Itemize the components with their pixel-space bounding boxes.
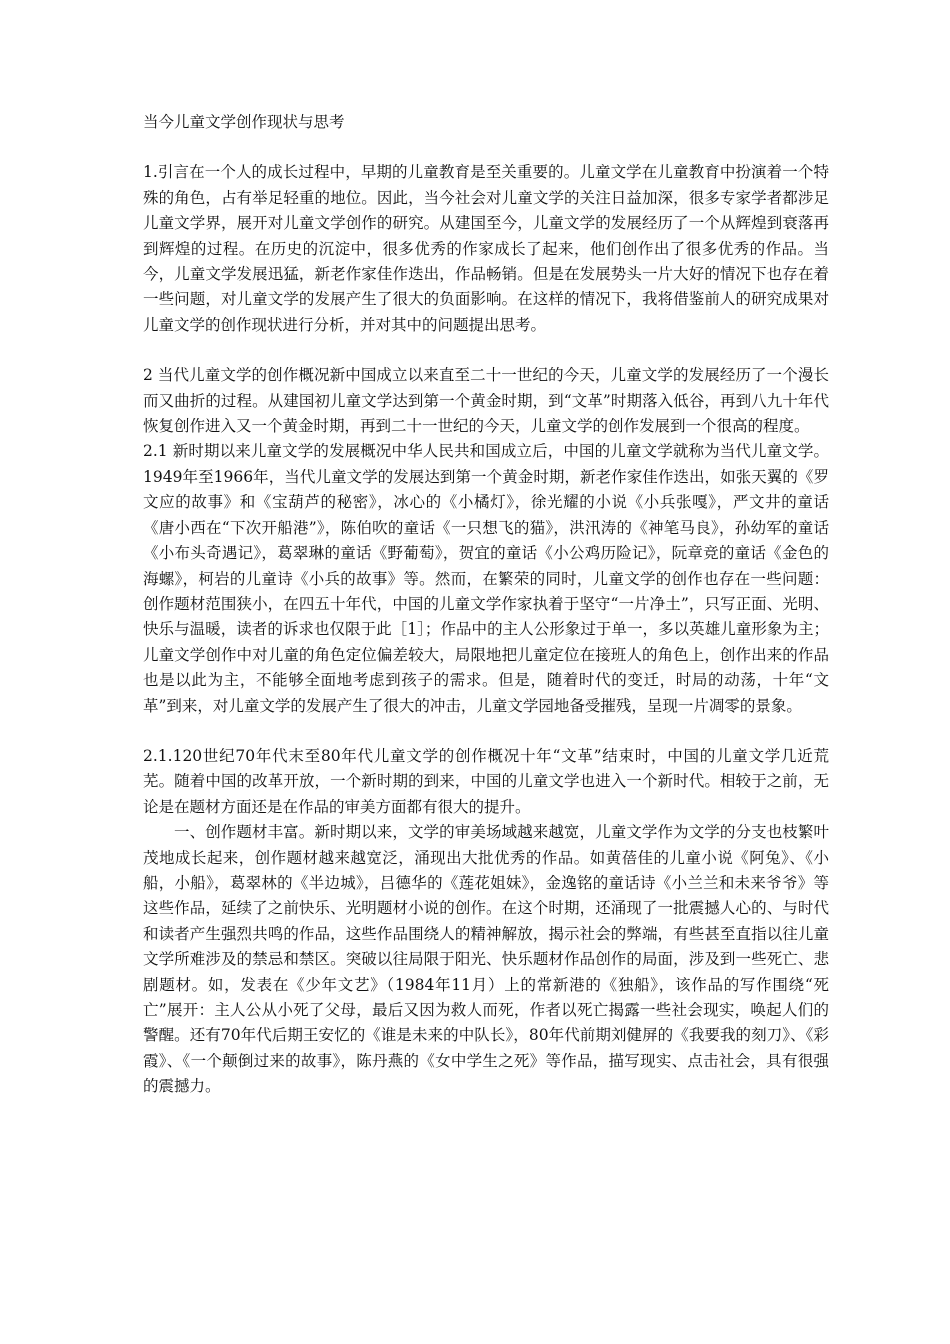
paragraph-section-2: 2 当代儿童文学的创作概况新中国成立以来直至二十一世纪的今天，儿童文学的发展经历了一个漫长而又曲折的过程。从建国初儿童文学达到第一个黄金时期，到“文革”时期落入低谷，再到八九十年代恢复创作进入又一个黄金时期，再到二十一世纪的今天，儿童文学的创作发展到一个很高的程度。 bbox=[143, 366, 829, 436]
paragraph-section-2-1: 2.1 新时期以来儿童文学的发展概况中华人民共和国成立后，中国的儿童文学就称为当代儿童文学。1949年至1966年，当代儿童文学的发展达到第一个黄金时期，新老作家佳作迭出，如张天翼的《罗文应的故事》和《宝葫芦的秘密》，冰心的《小橘灯》，徐光耀的小说《小兵张嘎》，严文井的童话《唐小西在“下次开船港”》，陈伯吹的童话《一只想飞的猫》，洪汛涛的《神笔马良》，孙幼军的童话《小布头奇遇记》，葛翠琳的童话《野葡萄》，贺宜的童话《小公鸡历险记》，阮章竞的童话《金色的海螺》，柯岩的儿童诗《小兵的故事》等。然而，在繁荣的同时，儿童文学的创作也存在一些问题：创作题材范围狭小，在四五十年代，中国的儿童文学作家执着于坚守“一片净土”，只写正面、光明、快乐与温暖，读者的诉求也仅限于此［1］；作品中的主人公形象过于单一，多以英雄儿童形象为主；儿童文学创作中对儿童的角色定位偏差较大，局限地把儿童定位在接班人的角色上，创作出来的作品也是以此为主，不能够全面地考虑到孩子的需求。但是，随着时代的变迁，时局的动荡，十年“文革”到来，对儿童文学的发展产生了很大的冲击，儿童文学园地备受摧残，呈现一片凋零的景象。 bbox=[143, 442, 829, 715]
paragraph-introduction: 1.引言在一个人的成长过程中，早期的儿童教育是至关重要的。儿童文学在儿童教育中扮演着一个特殊的角色，占有举足轻重的地位。因此，当今社会对儿童文学的关注日益加深，很多专家学者都涉足儿童文学界，展开对儿童文学创作的研究。从建国至今，儿童文学的发展经历了一个从辉煌到衰落再到辉煌的过程。在历史的沉淀中，很多优秀的作家成长了起来，他们创作出了很多优秀的作品。当今，儿童文学发展迅猛，新老作家佳作迭出，作品畅销。但是在发展势头一片大好的情况下也存在着一些问题，对儿童文学的发展产生了很大的负面影响。在这样的情况下，我将借鉴前人的研究成果对儿童文学的创作现状进行分析，并对其中的问题提出思考。 bbox=[143, 163, 829, 334]
paragraph-creative-themes: 一、创作题材丰富。新时期以来，文学的审美场域越来越宽，儿童文学作为文学的分支也枝繁叶茂地成长起来，创作题材越来越宽泛，涌现出大批优秀的作品。如黄蓓佳的儿童小说《阿兔》、《小船，小船》，葛翠林的《半边城》，吕德华的《莲花姐妹》，金逸铭的童话诗《小兰兰和未来爷爷》等这些作品，延续了之前快乐、光明题材小说的创作。在这个时期，还涌现了一批震撼人心的、与时代和读者产生强烈共鸣的作品，这些作品围绕人的精神解放，揭示社会的弊端，有些甚至直指以往儿童文学所难涉及的禁忌和禁区。突破以往局限于阳光、快乐题材作品创作的局面，涉及到一些死亡、悲剧题材。如，发表在《少年文艺》（1984年11月）上的常新港的《独船》，该作品的写作围绕“死亡”展开：主人公从小死了父母，最后又因为救人而死，作者以死亡揭露一些社会现实，唤起人们的警醒。还有70年代后期王安忆的《谁是未来的中队长》，80年代前期刘健屏的《我要我的刻刀》、《彩霞》、《一个颠倒过来的故事》，陈丹燕的《女中学生之死》等作品，描写现实、点击社会，具有很强的震撼力。 bbox=[143, 823, 829, 1096]
paragraph-spacer bbox=[143, 719, 829, 744]
paragraph-spacer bbox=[143, 338, 829, 363]
document-title: 当今儿童文学创作现状与思考 bbox=[143, 113, 345, 131]
document-page bbox=[143, 110, 829, 1100]
paragraph-section-2-1-1: 2.1.120世纪70年代末至80年代儿童文学的创作概况十年“文革”结束时，中国的儿童文学几近荒芜。随着中国的改革开放，一个新时期的到来，中国的儿童文学也进入一个新时代。相较于之前，无论是在题材方面还是在作品的审美方面都有很大的提升。 bbox=[143, 746, 829, 816]
